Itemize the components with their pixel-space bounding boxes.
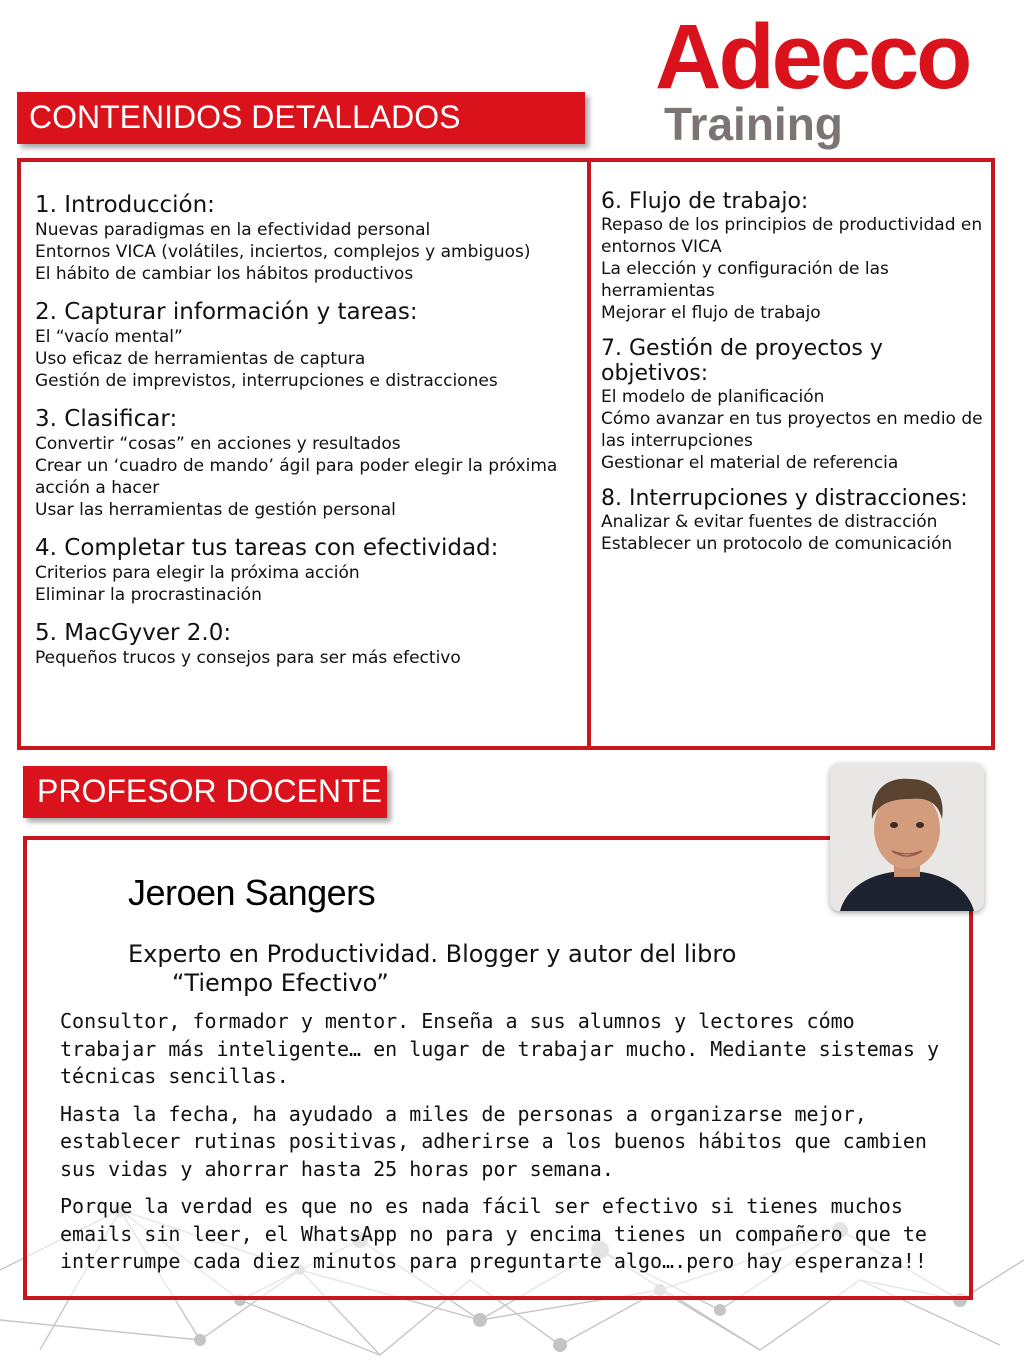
topic-item-list [35, 647, 580, 669]
topic-section [35, 299, 580, 392]
bio-paragraph: Hasta la fecha, ha ayudado a miles de personas a organizarse mejor, establecer rutinas positivas, adherirse a los buenos hábitos que cambien sus vidas y ahorrar hasta 25 horas por semana. [60, 1101, 927, 1181]
bio-paragraph: Porque la verdad es que no es nada fácil ser efectivo si tienes muchos emails sin leer, el WhatsApp no para y encima tienes un compañero que te interrumpe cada diez minutos para preguntarte algo….pero hay esperanza!! [60, 1194, 927, 1273]
teacher-name: Jeroen Sangers [128, 872, 376, 913]
contenidos-left-column [35, 192, 580, 683]
topic-section [601, 189, 986, 324]
topic-item: Analizar & evitar fuentes de distracción [601, 512, 938, 532]
logo-sub-text: Training [664, 98, 843, 150]
topic-item: Establecer un protocolo de comunicación [601, 534, 953, 554]
topic-section [601, 336, 986, 474]
topic-item-list [601, 386, 986, 474]
topic-item: Cómo avanzar en tus proyectos en medio de las interrupciones [601, 409, 983, 451]
topic-heading: 6. Flujo de trabajo: [601, 189, 809, 214]
topic-item: Gestionar el material de referencia [601, 453, 899, 473]
topic-item: Convertir “cosas” en acciones y resultados [35, 434, 401, 454]
logo-brand-text: Adecco [655, 6, 970, 108]
column-divider [587, 162, 591, 746]
topic-heading: 2. Capturar información y tareas: [35, 299, 418, 325]
topic-item: Nuevas paradigmas en la efectividad personal [35, 220, 431, 240]
topic-item: El hábito de cambiar los hábitos productivos [35, 264, 414, 284]
topic-item: El modelo de planificación [601, 387, 825, 407]
topic-heading: 7. Gestión de proyectos y objetivos: [601, 336, 883, 386]
topic-item: Mejorar el flujo de trabajo [601, 303, 821, 323]
topic-item-list [35, 326, 580, 392]
topic-item: Gestión de imprevistos, interrupciones e distracciones [35, 371, 498, 391]
contenidos-header: CONTENIDOS DETALLADOS [17, 92, 585, 144]
teacher-role [128, 940, 828, 998]
topic-item: Pequeños trucos y consejos para ser más efectivo [35, 648, 461, 668]
topic-item: Usar las herramientas de gestión personal [35, 500, 396, 520]
profesor-header: PROFESOR DOCENTE [23, 766, 387, 818]
topic-item-list [35, 562, 580, 606]
topic-item-list [601, 511, 986, 555]
topic-item: Entornos VICA (volátiles, inciertos, complejos y ambiguos) [35, 242, 531, 262]
topic-item-list [601, 214, 986, 324]
topic-item-list [35, 219, 580, 285]
adecco-training-logo [650, 4, 995, 154]
teacher-photo [830, 763, 984, 911]
topic-section [35, 192, 580, 285]
topic-section [35, 406, 580, 521]
topic-item: La elección y configuración de las herramientas [601, 259, 889, 301]
teacher-role-line1: Experto en Productividad. Blogger y autor del libro [128, 940, 737, 968]
topic-item: El “vacío mental” [35, 327, 183, 347]
topic-item-list [35, 433, 580, 521]
topic-heading: 4. Completar tus tareas con efectividad: [35, 535, 499, 561]
topic-heading: 5. MacGyver 2.0: [35, 620, 232, 646]
topic-section [35, 535, 580, 606]
contenidos-right-column [601, 189, 986, 567]
topic-heading: 3. Clasificar: [35, 406, 178, 432]
topic-section [601, 486, 986, 555]
bio-paragraph: Consultor, formador y mentor. Enseña a sus alumnos y lectores cómo trabajar más inteligente… en lugar de trabajar mucho. Mediante sistemas y técnicas sencillas. [60, 1009, 939, 1088]
topic-item: Crear un ‘cuadro de mando’ ágil para poder elegir la próxima acción a hacer [35, 456, 558, 498]
contenidos-box [17, 158, 995, 750]
topic-item: Repaso de los principios de productividad en entornos VICA [601, 215, 983, 257]
topic-item: Eliminar la procrastinación [35, 585, 262, 605]
topic-heading: 8. Interrupciones y distracciones: [601, 486, 968, 511]
topic-item: Criterios para elegir la próxima acción [35, 563, 360, 583]
teacher-bio [60, 1008, 940, 1286]
topic-heading: 1. Introducción: [35, 192, 215, 218]
topic-section [35, 620, 580, 669]
topic-item: Uso eficaz de herramientas de captura [35, 349, 366, 369]
teacher-role-line2: “Tiempo Efectivo” [172, 969, 389, 997]
